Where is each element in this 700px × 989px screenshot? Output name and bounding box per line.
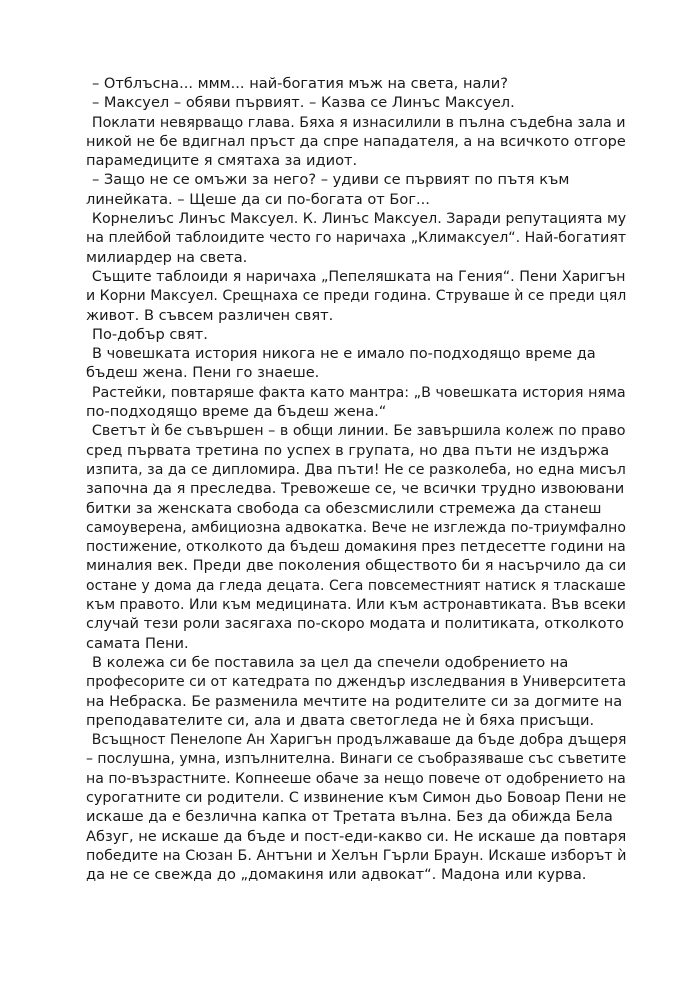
text-line: Същите таблоиди я наричаха „Пепеляшката на Гения“. Пени Харигън bbox=[91, 267, 626, 285]
text-line: професорите си от катедрата по джендър изследвания в Университета bbox=[86, 673, 627, 691]
paragraph bbox=[86, 170, 626, 209]
text-line: Растейки, повтаряше факта като мантра: „В човешката история няма bbox=[91, 383, 626, 401]
paragraph bbox=[86, 74, 626, 93]
text-line: изпита, за да се дипломира. Два пъти! Не се разколеба, но една мисъл bbox=[86, 460, 626, 478]
text-line: бъдеш жена. Пени го знаеше. bbox=[86, 364, 320, 382]
paragraph bbox=[86, 383, 626, 422]
text-line: живот. В съвсем различен свят. bbox=[86, 306, 334, 324]
text-line: В колежа си бе поставила за цел да спечели одобрението на bbox=[92, 653, 569, 671]
text-line: – Защо не се омъжи за него? – удиви се първият по пътя към bbox=[92, 171, 570, 189]
text-line: по-подходящо време да бъдеш жена.“ bbox=[86, 403, 387, 421]
text-line: Всъщност Пенелопе Ан Харигън продължаваше да бъде добра дъщеря bbox=[91, 731, 627, 749]
text-line: на плейбой таблоидите често го наричаха „Климаксуел“. Най-богатият bbox=[86, 229, 627, 247]
text-line: битки за женската свобода са обезсмислили стремежа да станеш bbox=[86, 499, 602, 517]
text-line: – Отблъсна... ммм... най-богатия мъж на света, нали? bbox=[92, 75, 508, 92]
body-text bbox=[86, 74, 626, 884]
text-line: остане у дома да гледа децата. Сега повсеместният натиск я тласкаше bbox=[86, 576, 626, 594]
text-line: самата Пени. bbox=[86, 634, 189, 652]
paragraph bbox=[86, 653, 626, 730]
text-line: Поклати невярващо глава. Бяха я изнасилили в пълна съдебна зала и bbox=[91, 113, 626, 131]
text-line: сред първата третина по успех в групата, но два пъти не издържа bbox=[86, 441, 610, 459]
text-line: В човешката история никога не е имало по-подходящо време да bbox=[92, 345, 596, 363]
paragraph bbox=[86, 209, 626, 267]
paragraph bbox=[86, 421, 626, 653]
text-line: парамедиците я смятаха за идиот. bbox=[86, 152, 358, 170]
text-line: линейката. – Щеше да си по-богата от Бог... bbox=[86, 190, 430, 208]
text-line: милиардер на света. bbox=[86, 248, 248, 266]
text-line: самоуверена, амбициозна адвокатка. Вече не изглежда по-триумфално bbox=[86, 518, 626, 536]
text-line: на по-възрастните. Копнееше обаче за нещо повече от одобрението на bbox=[86, 769, 626, 787]
text-line: Светът ѝ бе съвършен – в общи линии. Бе завършила колеж по право bbox=[91, 422, 626, 440]
text-line: към правото. Или към медицината. Или към астронавтиката. Във всеки bbox=[86, 596, 626, 614]
text-line: – послушна, умна, изпълнителна. Винаги се съобразяваше със съветите bbox=[86, 750, 627, 768]
paragraph bbox=[86, 325, 626, 344]
paragraph bbox=[86, 267, 626, 325]
text-line: искаше да е безлична капка от Третата вълна. Без да обижда Бела bbox=[86, 808, 613, 826]
text-line: Абзуг, не искаше да бъде и пост-еди-какво си. Не искаше да повтаря bbox=[86, 827, 627, 845]
text-line: сурогатните си родители. С извинение към Симон дьо Бовоар Пени не bbox=[86, 788, 627, 806]
text-line: – Максуел – обяви първият. – Казва се Линъс Максуел. bbox=[92, 94, 515, 112]
text-line: да не се свежда до „домакиня или адвокат“. Мадона или курва. bbox=[86, 866, 587, 884]
text-line: Корнелиъс Линъс Максуел. К. Линъс Максуел. Заради репутацията му bbox=[91, 210, 627, 228]
paragraph bbox=[86, 93, 626, 112]
text-line: никой не бе вдигнал пръст да спре нападателя, а на всичкото отгоре bbox=[86, 132, 626, 150]
text-line: преподавателите си, ала и двата светогледа не ѝ бяха присъщи. bbox=[86, 711, 595, 729]
text-line: миналия век. Преди две поколения обществото би я насърчило да си bbox=[86, 557, 627, 575]
paragraph bbox=[86, 113, 626, 171]
text-line: постижение, отколкото да бъдеш домакиня през петдесетте години на bbox=[86, 538, 626, 556]
text-line: на Небраска. Бе разменила мечтите на родителите си за догмите на bbox=[86, 692, 623, 710]
text-line: случай тези роли засягаха по-скоро модата и политиката, отколкото bbox=[86, 615, 624, 633]
paragraph bbox=[86, 730, 626, 884]
text-line: По-добър свят. bbox=[92, 325, 208, 343]
text-line: започна да я преследва. Тревожеше се, че всички трудно извоювани bbox=[86, 480, 625, 498]
text-line: и Корни Максуел. Срещнаха се преди година. Струваше ѝ се преди цял bbox=[86, 287, 627, 305]
text-line: победите на Сюзан Б. Антъни и Хелън Гърли Браун. Искаше изборът ѝ bbox=[86, 846, 627, 864]
paragraph bbox=[86, 344, 626, 383]
